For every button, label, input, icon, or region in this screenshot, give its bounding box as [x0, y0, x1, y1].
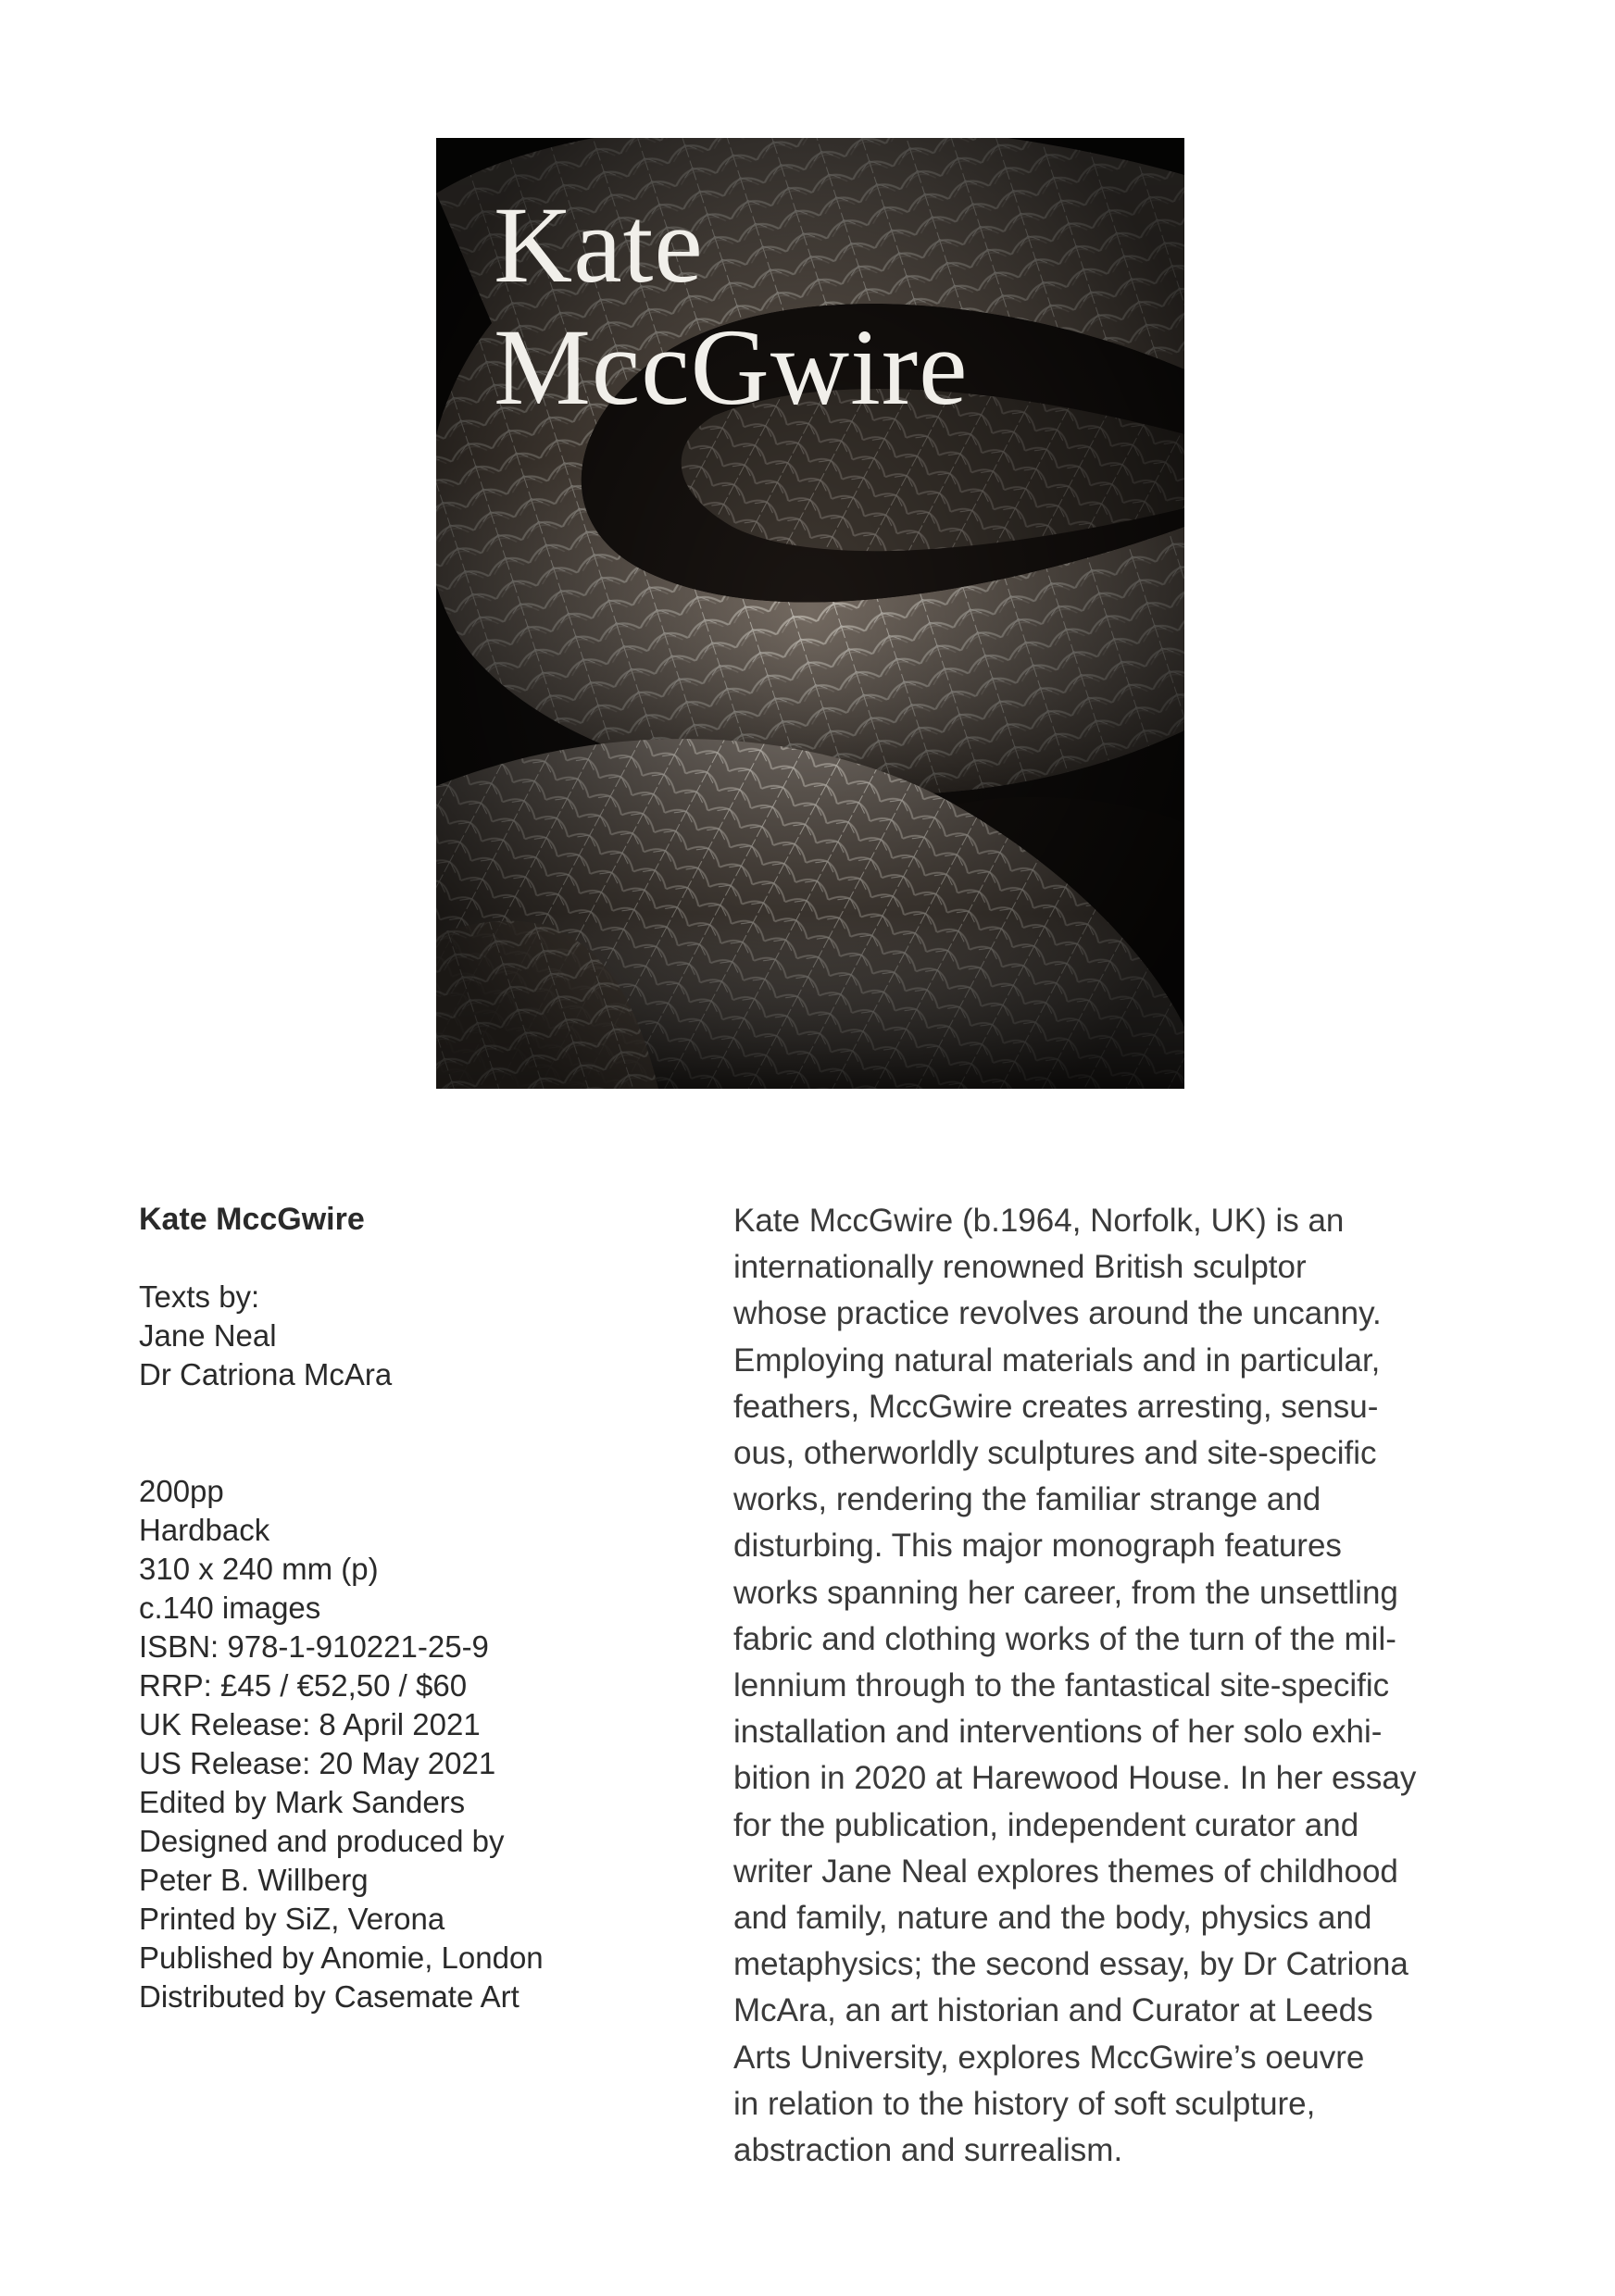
- detail-designer: Peter B. Willberg: [139, 1863, 369, 1897]
- book-cover: [436, 138, 1184, 1089]
- description-line: disturbing. This major monograph features: [733, 1528, 1342, 1565]
- texts-by-label: Texts by:: [139, 1279, 260, 1314]
- description-line: metaphysics; the second essay, by Dr Catriona: [733, 1946, 1408, 1983]
- description-line: internationally renowned British sculptor: [733, 1249, 1307, 1286]
- description-line: McAra, an art historian and Curator at Leeds: [733, 1992, 1373, 2029]
- detail-publisher: Published by Anomie, London: [139, 1940, 544, 1975]
- book-title: Kate MccGwire: [139, 1202, 365, 1237]
- description-line: works spanning her career, from the unsettling: [733, 1574, 1398, 1611]
- detail-images: c.140 images: [139, 1591, 321, 1625]
- detail-printer: Printed by SiZ, Verona: [139, 1902, 445, 1936]
- detail-us-release: US Release: 20 May 2021: [139, 1746, 496, 1780]
- description-line: installation and interventions of her solo exhi-: [733, 1714, 1383, 1751]
- detail-uk-release: UK Release: 8 April 2021: [139, 1707, 481, 1741]
- description-line: ous, otherworldly sculptures and site-specific: [733, 1435, 1377, 1472]
- detail-rrp: RRP: £45 / €52,50 / $60: [139, 1668, 468, 1703]
- description-line: lennium through to the fantastical site-specific: [733, 1667, 1390, 1704]
- detail-pages: 200pp: [139, 1474, 224, 1508]
- description-line: fabric and clothing works of the turn of the mil-: [733, 1620, 1396, 1657]
- description-line: in relation to the history of soft sculpture,: [733, 2085, 1316, 2122]
- description-line: works, rendering the familiar strange and: [733, 1481, 1321, 1518]
- detail-editor: Edited by Mark Sanders: [139, 1785, 466, 1819]
- detail-binding: Hardback: [139, 1513, 270, 1547]
- book-description: [733, 1198, 1502, 2174]
- author-name: Jane Neal: [139, 1318, 277, 1353]
- cover-title-line: MccGwire: [494, 306, 969, 428]
- detail-isbn: ISBN: 978-1-910221-25-9: [139, 1629, 489, 1664]
- detail-designer-label: Designed and produced by: [139, 1824, 505, 1858]
- detail-distributor: Distributed by Casemate Art: [139, 1979, 520, 2014]
- details-list: [139, 1472, 695, 2016]
- cover-title: [494, 184, 969, 429]
- author-name: Dr Catriona McAra: [139, 1357, 393, 1391]
- description-line: whose practice revolves around the uncanny.: [733, 1295, 1382, 1332]
- description-line: Arts University, explores MccGwire’s oeuvre: [733, 2039, 1365, 2076]
- book-specs: [139, 1200, 695, 2016]
- description-line: abstraction and surrealism.: [733, 2132, 1123, 2169]
- description-line: Employing natural materials and in particular,: [733, 1341, 1381, 1379]
- detail-dimensions: 310 x 240 mm (p): [139, 1552, 379, 1586]
- description-line: writer Jane Neal explores themes of childhood: [733, 1853, 1398, 1890]
- description-line: and family, nature and the body, physics and: [733, 1900, 1372, 1937]
- authors-block: [139, 1278, 695, 1394]
- description-line: Kate MccGwire (b.1964, Norfolk, UK) is an: [733, 1203, 1345, 1239]
- cover-title-line: Kate: [494, 184, 704, 306]
- description-line: bition in 2020 at Harewood House. In her essay: [733, 1760, 1417, 1797]
- description-line: feathers, MccGwire creates arresting, sensu-: [733, 1388, 1379, 1425]
- description-line: for the publication, independent curator and: [733, 1806, 1359, 1843]
